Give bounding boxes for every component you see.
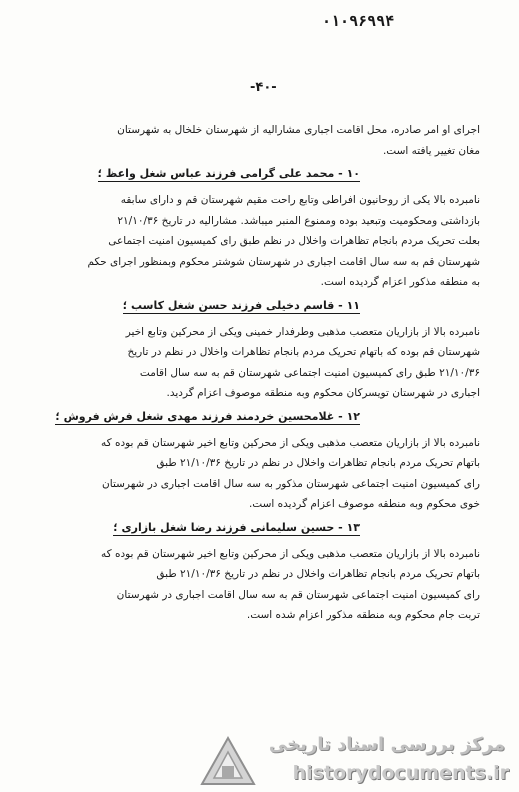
text-line: باتهام تحریک مردم بانجام تظاهرات واخلال در نظم در تاریخ ۲۱/۱۰/۳۶ طبق (156, 568, 480, 580)
text-line: نامبرده بالا از بازاریان متعصب مذهبی وطرفدار خمینی ویکی از محرکین وتابع اخیر (125, 325, 480, 338)
text-line: رای کمیسیون امنیت اجتماعی شهرستان مذکور به سه سال اقامت اجباری در شهرستان (102, 477, 480, 490)
entry-heading: ۱۳ - حسین سلیمانی فرزند رضا شغل بازاری ؛ (113, 520, 360, 534)
text-line: بعلت تحریک مردم بانجام تظاهرات واخلال در نظم طبق رای کمیسیون امنیت اجتماعی (108, 235, 480, 247)
text-line: شهرستان قم بوده که باتهام تحریک مردم بانجام تظاهرات واخلال در نظم در تاریخ (127, 346, 480, 358)
text-line: رای کمیسیون امنیت اجتماعی شهرستان قم به سه سال اقامت اجباری در شهرستان (116, 588, 480, 601)
text-line: اجرای او امر صادره، محل اقامت اجباری مشارالیه از شهرستان خلخال به شهرستان (117, 124, 480, 136)
watermark-site: historydocuments.ir (292, 762, 509, 784)
text-line: خوی محکوم وبه منطقه موصوف اعزام گردیده است. (248, 498, 480, 510)
entry-paragraph (42, 544, 480, 626)
entry-12 (42, 410, 480, 515)
reference-number: ۰۱۰۹۶۹۹۴ (322, 12, 395, 30)
text-line: مغان تغییر یافته است. (382, 144, 480, 157)
text-line: ۲۱/۱۰/۳۶ طبق رای کمیسیون امنیت اجتماعی شهرستان قم به سه سال اقامت (139, 366, 480, 379)
entry-paragraph (42, 322, 480, 404)
text-line: نامبرده بالا از بازاریان متعصب مذهبی ویکی از محرکین وتابع اخیر شهرستان قم بوده که (100, 547, 480, 560)
entry-paragraph (42, 190, 480, 293)
intro-paragraph (42, 120, 480, 161)
text-line: نامبرده بالا از بازاریان متعصب مذهبی ویکی از محرکین وتابع اخیر شهرستان قم بوده که (100, 436, 480, 449)
entry-heading: ۱۰ - محمد علی گرامی فرزند عباس شغل واعظ ؛ (97, 167, 360, 180)
text-line: نامبرده بالا یکی از روحانیون افراطی وتابع راحت مقیم شهرستان قم و دارای سابقه (120, 194, 480, 206)
text-line: تربت جام محکوم وبه منطقه مذکور اعزام شده است. (246, 609, 480, 621)
text-line: باتهام تحریک مردم بانجام تظاهرات واخلال در نظم در تاریخ ۲۱/۱۰/۳۶ طبق (156, 457, 480, 469)
text-line: اجباری در شهرستان تویسرکان محکوم وبه منطقه موصوف اعزام گردید. (166, 387, 480, 399)
page-number: -۴۰- (250, 80, 277, 95)
entry-paragraph (42, 433, 480, 515)
text-line: شهرستان قم به سه سال اقامت اجباری در شهرستان شوشتر محکوم وبمنظور اجرای حکم (87, 255, 480, 268)
entry-10 (42, 167, 480, 293)
entry-heading: ۱۱ - قاسم دخیلی فرزند حسن شغل کاسب ؛ (122, 298, 360, 312)
entry-13 (42, 521, 480, 626)
archive-logo-icon (196, 728, 260, 792)
watermark (196, 728, 519, 792)
watermark-title: مرکز بررسی اسناد تاریخی (268, 734, 505, 755)
entry-heading: ۱۲ - غلامحسین خردمند فرزند مهدی شغل فرش فروش ؛ (55, 409, 360, 423)
entry-11 (42, 299, 480, 404)
text-line: بازداشتی ومحکومیت وتبعید بوده وممنوع المنبر میباشد. مشارالیه در تاریخ ۲۱/۱۰/۳۶ (117, 214, 480, 227)
document-body (42, 120, 480, 632)
text-line: به منطقه مذکور اعزام گردیده است. (320, 276, 480, 288)
